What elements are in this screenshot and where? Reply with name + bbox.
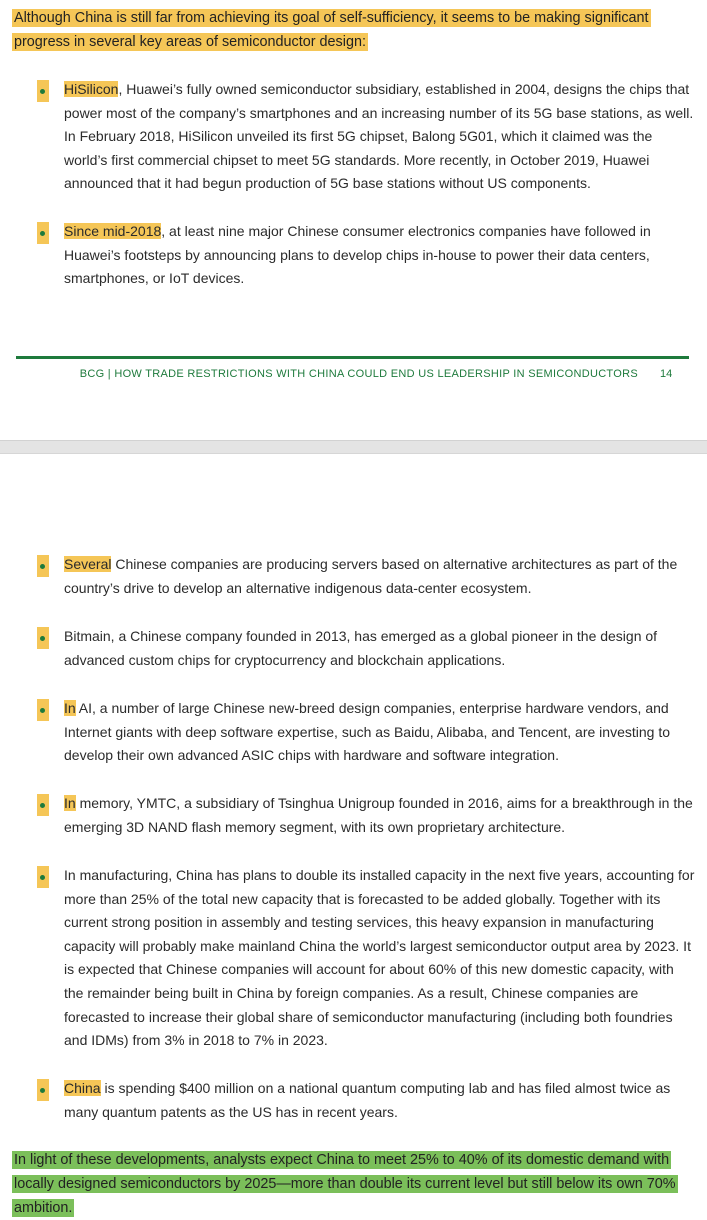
- footer-page-number: 14: [660, 368, 673, 380]
- bullet-text: [64, 792, 697, 839]
- bullet-lead: Several: [64, 556, 112, 572]
- bullet-body: , Huawei’s fully owned semiconductor subsidiary, established in 2004, designs the chips that power most of the company’s smartphones and an increasing number of its 5G base stations, as well. In February 2018, HiSilicon unveiled its first 5G chipset, Balong 5G01, which it claimed was the world’s first commercial chipset to meet 5G standards. More recently, in October 2019, Huawei announced that it had begun production of 5G base stations without US components.: [64, 81, 694, 192]
- bullet-body: is spending $400 million on a national quantum computing lab and has filed almost twice as many quantum patents as the US has in recent years.: [64, 1080, 671, 1120]
- bullet-dot-icon: [40, 708, 45, 713]
- bullet-dot-icon: [40, 875, 45, 880]
- bullet-marker: [37, 555, 49, 577]
- footer-running-title: BCG | HOW TRADE RESTRICTIONS WITH CHINA COULD END US LEADERSHIP IN SEMICONDUCTORS: [79, 368, 638, 380]
- bullet-dot-icon: [40, 1088, 45, 1093]
- bullet-marker: [37, 627, 49, 649]
- bullet-marker: [37, 1079, 49, 1101]
- intro-highlight: Although China is still far from achieving its goal of self-sufficiency, it seems to be making significant progress in several key areas of semiconductor design:: [14, 10, 649, 50]
- bullet-dot-icon: [40, 636, 45, 641]
- page-break: [0, 440, 707, 454]
- bullet-text: [64, 625, 697, 672]
- bullet-dot-icon: [40, 231, 45, 236]
- bullet-dot-icon: [40, 564, 45, 569]
- bullet-body: memory, YMTC, a subsidiary of Tsinghua Unigroup founded in 2016, aims for a breakthrough in the emerging 3D NAND flash memory segment, with its own proprietary architecture.: [64, 795, 693, 835]
- bullet-text: [64, 78, 697, 196]
- bullet-body: AI, a number of large Chinese new-breed design companies, enterprise hardware vendors, and Internet giants with deep software expertise, such as Baidu, Alibaba, and Tencent, are investing to develop their own advanced ASIC chips with hardware and software integration.: [64, 700, 671, 764]
- intro-paragraph: [12, 6, 692, 54]
- bullet-marker: [37, 794, 49, 816]
- bullet-lead: HiSilicon: [64, 81, 119, 97]
- bullet-text: [64, 864, 697, 1053]
- bullet-lead: In: [64, 700, 76, 716]
- bullet-body: , at least nine major Chinese consumer electronics companies have followed in Huawei’s footsteps by announcing plans to develop chips in-house to power their data centers, smartphones, or IoT devices.: [64, 223, 651, 287]
- bullet-text: [64, 697, 697, 768]
- bullet-lead: Since mid-2018: [64, 223, 162, 239]
- bullet-text: [64, 1077, 697, 1124]
- bullet-lead: China: [64, 1080, 101, 1096]
- bullet-body: Bitmain, a Chinese company founded in 2013, has emerged as a global pioneer in the design of advanced custom chips for cryptocurrency and blockchain applications.: [64, 628, 658, 668]
- footer-divider: [16, 356, 689, 359]
- bullet-dot-icon: [40, 803, 45, 808]
- bullet-body: Chinese companies are producing servers based on alternative architectures as part of the country’s drive to develop an alternative indigenous data-center ecosystem.: [64, 556, 678, 596]
- bullet-text: [64, 220, 697, 291]
- closing-paragraph: [12, 1148, 692, 1220]
- bullet-marker: [37, 222, 49, 244]
- bullet-lead: In: [64, 795, 76, 811]
- bullet-text: [64, 553, 697, 600]
- bullet-body: In manufacturing, China has plans to double its installed capacity in the next five years, accounting for more than 25% of the total new capacity that is forecasted to be added globally. Together with its current strong position in assembly and testing services, this heavy expansion in manufacturing capacity will probably make mainland China the world’s largest semiconductor output area by 2023. It is expected that Chinese companies will account for about 60% of this new domestic capacity, with the remainder being built in China by foreign companies. As a result, Chinese companies are forecasted to increase their global share of semiconductor manufacturing (including both foundries and IDMs) from 3% in 2018 to 7% in 2023.: [64, 867, 695, 1049]
- bullet-dot-icon: [40, 89, 45, 94]
- bullet-marker: [37, 699, 49, 721]
- closing-highlight: In light of these developments, analysts expect China to meet 25% to 40% of its domestic demand with locally designed semiconductors by 2025—more than double its current level but still below its own 70% ambition.: [14, 1152, 676, 1216]
- bullet-marker: [37, 80, 49, 102]
- bullet-marker: [37, 866, 49, 888]
- document-page-14: [0, 0, 707, 440]
